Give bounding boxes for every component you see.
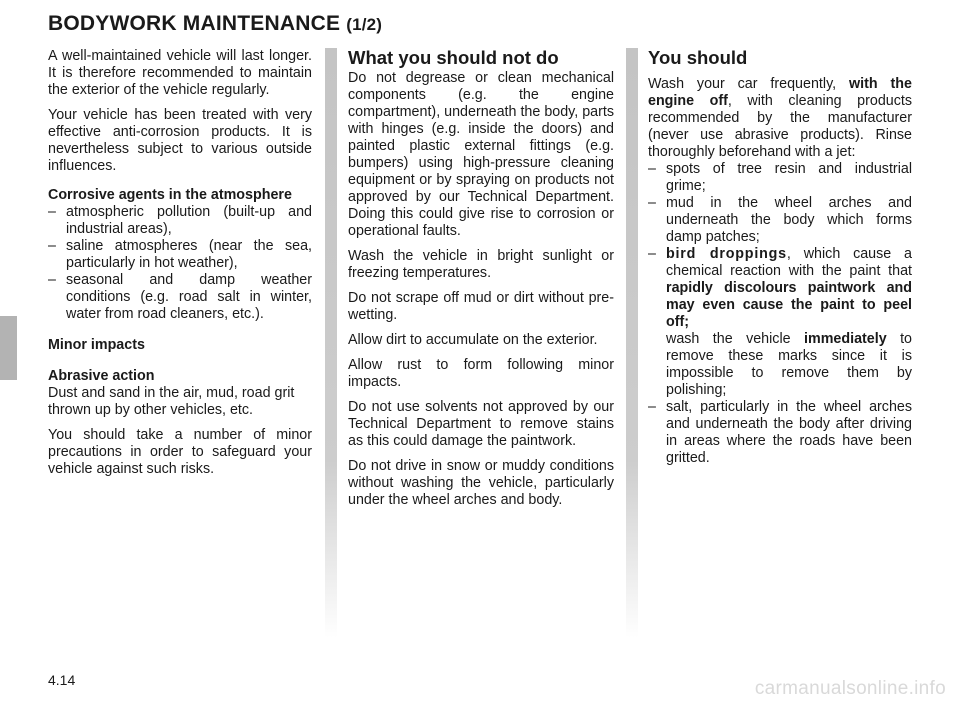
bird-droppings-bold: bird droppings [666, 246, 787, 262]
page-title [48, 12, 382, 36]
column-separator-right [626, 48, 638, 638]
intro-paragraph: A well-maintained vehicle will last longer. It is therefore recommended to maintain the exterior of the vehicle regularly. [48, 48, 312, 98]
chapter-side-tab [0, 316, 17, 380]
minor-impacts-heading: Minor impacts [48, 337, 145, 353]
list-item [648, 246, 912, 399]
list-item: – salt, particularly in the wheel arches and underneath the body after driving in areas where the roads have been gritted. [648, 399, 912, 467]
middle-column [348, 48, 614, 517]
intro-paragraph: Your vehicle has been treated with very effective anti-corrosion products. It is nevertheless subject to various outside influences. [48, 107, 312, 174]
page-title-part: (1/2) [346, 15, 383, 34]
bird-droppings-text: , which cause a chemical reaction with the paint that [666, 246, 913, 279]
bird-droppings-warning: rapidly discolours paintwork and may even cause the paint to peel off; [666, 280, 912, 330]
wash-intro-text-2: , with cleaning products recommended by the manufacturer (never use abrasive products). Rinse thoroughly beforehand with a jet: [648, 93, 912, 160]
wash-immediately-text-2: to remove these marks since it is impossible to remove them by polishing; [666, 331, 912, 398]
paragraph: Do not use solvents not approved by our Technical Department to remove stains as this could damage the paintwork. [348, 399, 614, 449]
wash-intro-text: Wash your car frequently, [648, 76, 850, 92]
paragraph: Wash the vehicle in bright sunlight or freezing temperatures. [348, 248, 614, 281]
abrasive-action-heading: Abrasive action [48, 368, 155, 384]
list-item: – atmospheric pollution (built-up and industrial areas), [48, 204, 312, 238]
list-item: – saline atmospheres (near the sea, particularly in hot weather), [48, 238, 312, 272]
wash-intro-bold: with the engine off [648, 76, 912, 109]
you-should-heading: You should [648, 47, 748, 68]
what-not-to-do-heading: What you should not do [348, 47, 559, 68]
list-item: – spots of tree resin and industrial grime; [648, 161, 912, 195]
corrosive-agents-list [48, 204, 312, 323]
wash-intro-paragraph [648, 76, 912, 161]
rinse-list [648, 161, 912, 467]
page-title-text: BODYWORK MAINTENANCE [48, 12, 341, 35]
paragraph: Do not scrape off mud or dirt without pre-wetting. [348, 290, 614, 323]
right-column [648, 48, 912, 475]
precautions-paragraph: You should take a number of minor precautions in order to safeguard your vehicle against such risks. [48, 427, 312, 477]
left-column [48, 48, 312, 486]
paragraph: Allow dirt to accumulate on the exterior. [348, 332, 598, 348]
paragraph: Do not degrease or clean mechanical components (e.g. the engine compartment), underneath the body, parts with hinges (e.g. inside the doors) and painted plastic external fittings (e.g. bumpers) using high-pressure cleaning equipment or by spraying on products not approved by our Technical Department. Doing this could give rise to corrosion or operational faults. [348, 70, 614, 239]
page-number: 4.14 [48, 672, 76, 688]
column-separator-left [325, 48, 337, 638]
list-item: – seasonal and damp weather conditions (e.g. road salt in winter, water from road cleaners, etc.). [48, 272, 312, 323]
watermark: carmanualsonline.info [754, 678, 946, 699]
list-item: – mud in the wheel arches and underneath the body which forms damp patches; [648, 195, 912, 246]
paragraph: Allow rust to form following minor impacts. [348, 357, 614, 390]
abrasive-action-text: Dust and sand in the air, mud, road grit thrown up by other vehicles, etc. [48, 385, 295, 418]
immediately-bold: immediately [804, 331, 887, 347]
paragraph: Do not drive in snow or muddy conditions without washing the vehicle, particularly under the wheel arches and body. [348, 458, 614, 508]
corrosive-agents-heading: Corrosive agents in the atmosphere [48, 187, 292, 203]
wash-immediately-text: wash the vehicle [666, 331, 805, 347]
